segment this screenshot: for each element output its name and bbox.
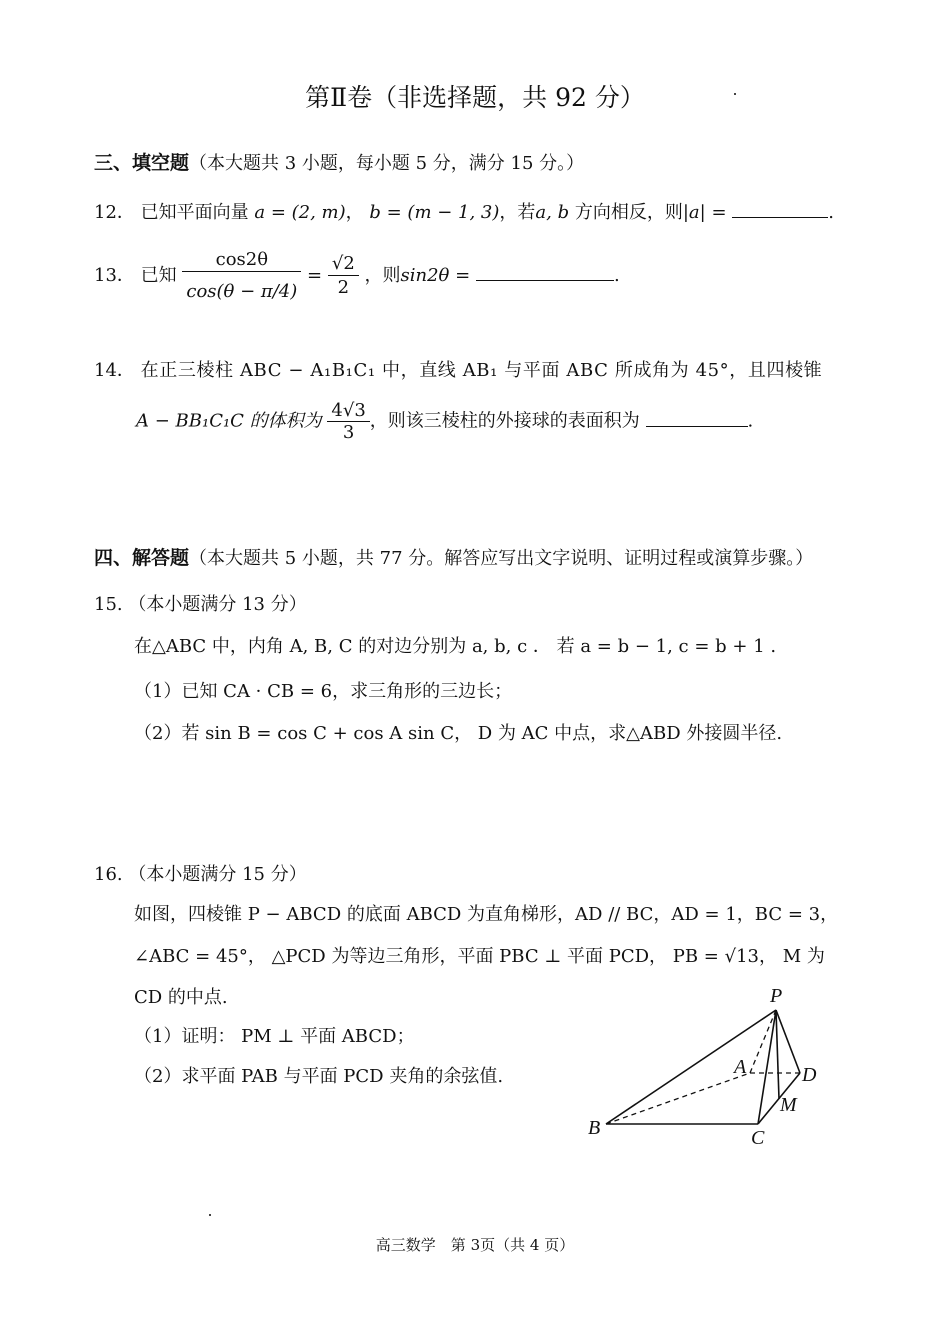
page-footer: 高三数学 第 3页（共 4 页） [375,1236,575,1254]
q15-part2: （2）若 sin B = cos C + cos A sin C， D 为 AC 中点，求△ABD 外接圆半径. [134,723,783,744]
edge-PD [776,1010,800,1073]
q15-part1: （1）已知 CA · CB = 6，求三角形的三边长； [134,681,513,702]
label-B: B [588,1117,601,1139]
q12-answer-blank[interactable] [732,217,828,218]
q12-text-a: 已知平面向量 [140,202,249,223]
speck-mark-2 [209,1214,211,1216]
label-D: D [802,1064,817,1086]
q12-ab: a, b [535,202,570,223]
q12-number: 12． [94,202,135,223]
q12-abs-a: |a| = [682,202,727,223]
section4-heading-line [94,543,813,570]
label-M: M [780,1094,797,1116]
q14-frac-num: 4√3 [327,400,369,422]
question-14-line2 [136,400,753,443]
label-C: C [751,1127,765,1149]
q14-end: . [747,410,754,432]
edge-PM [776,1010,779,1099]
q16-line1: 如图，四棱锥 P − ABCD 的底面 ABCD 为直角梯形，AD // BC，AD = 1，BC = 3， [134,904,839,925]
q14-line1: 在正三棱柱 ABC − A₁B₁C₁ 中，直线 AB₁ 与平面 ABC 所成角为 45°，且四棱锥 [140,360,823,381]
q12-text-b: ，若 [499,202,536,223]
section4-note: （本大题共 5 小题，共 77 分。解答应写出文字说明、证明过程或演算步骤。） [189,548,814,569]
q16-line2: ∠ABC = 45°， △PCD 为等边三角形，平面 PBC ⊥ 平面 PCD， PB = √13， M 为 [134,946,825,967]
q12-vec-a: a = (2, m) [254,202,346,223]
q13-frac2-den: 2 [337,277,350,299]
q14-answer-blank[interactable] [646,426,748,427]
question-15-header [94,590,307,616]
q15-score: （本小题满分 13 分） [128,594,307,615]
question-14-line1 [94,356,822,382]
q12-vec-b: b = (m − 1, 3) [369,202,500,223]
q13-answer-blank[interactable] [476,280,614,281]
q14-frac-den: 3 [342,422,355,443]
q13-end: . [613,264,620,286]
edge-PC [758,1010,776,1124]
q16-part2: （2）求平面 PAB 与平面 PCD 夹角的余弦值. [134,1066,504,1087]
q13-fraction-1 [182,248,301,304]
label-A: A [734,1056,747,1078]
q13-frac2-num: √2 [328,252,359,276]
q16-score: （本小题满分 15 分） [128,864,307,885]
section3-heading-line [94,148,584,175]
edge-AB-hidden [606,1073,750,1124]
q15-number: 15. [94,594,123,615]
pyramid-figure [580,980,840,1150]
section3-heading: 三、填空题 [94,152,190,174]
q13-text-a: 已知 [140,264,177,286]
page-title: 第Ⅱ卷（非选择题，共 92 分） [305,83,645,112]
q13-frac1-num: cos2θ [182,248,301,272]
q16-number: 16. [94,864,123,885]
q13-text-b: ，则 [364,264,401,286]
q13-expr: sin2θ = [400,264,471,286]
q14-line2-b: ，则该三棱柱的外接球的表面积为 [369,410,640,432]
question-13 [94,248,620,304]
q13-eq: = [307,264,323,286]
section4-heading: 四、解答题 [94,547,190,569]
q13-frac1-den: cos(θ − π/4) [186,281,298,303]
speck-mark [734,93,736,95]
q12-sep: ， [345,202,364,223]
q14-fraction [327,400,369,443]
q13-number: 13． [94,264,135,286]
q12-text-c: 方向相反，则 [574,202,683,223]
q13-fraction-2 [328,252,359,300]
q12-end: . [828,202,834,223]
q15-line1: 在△ABC 中，内角 A, B, C 的对边分别为 a, b, c ． 若 a = b − 1, c = b + 1 . [134,636,777,657]
q16-part1: （1）证明： PM ⊥ 平面 ABCD； [134,1026,415,1047]
question-16-header [94,860,307,886]
q16-line3: CD 的中点. [134,987,228,1008]
section3-note: （本大题共 3 小题，每小题 5 分，满分 15 分。） [189,153,585,174]
question-12 [94,198,834,224]
label-P: P [770,985,783,1007]
edge-PB [606,1010,776,1124]
q14-number: 14． [94,360,135,381]
q14-line2-a: A − BB₁C₁C 的体积为 [136,410,322,432]
